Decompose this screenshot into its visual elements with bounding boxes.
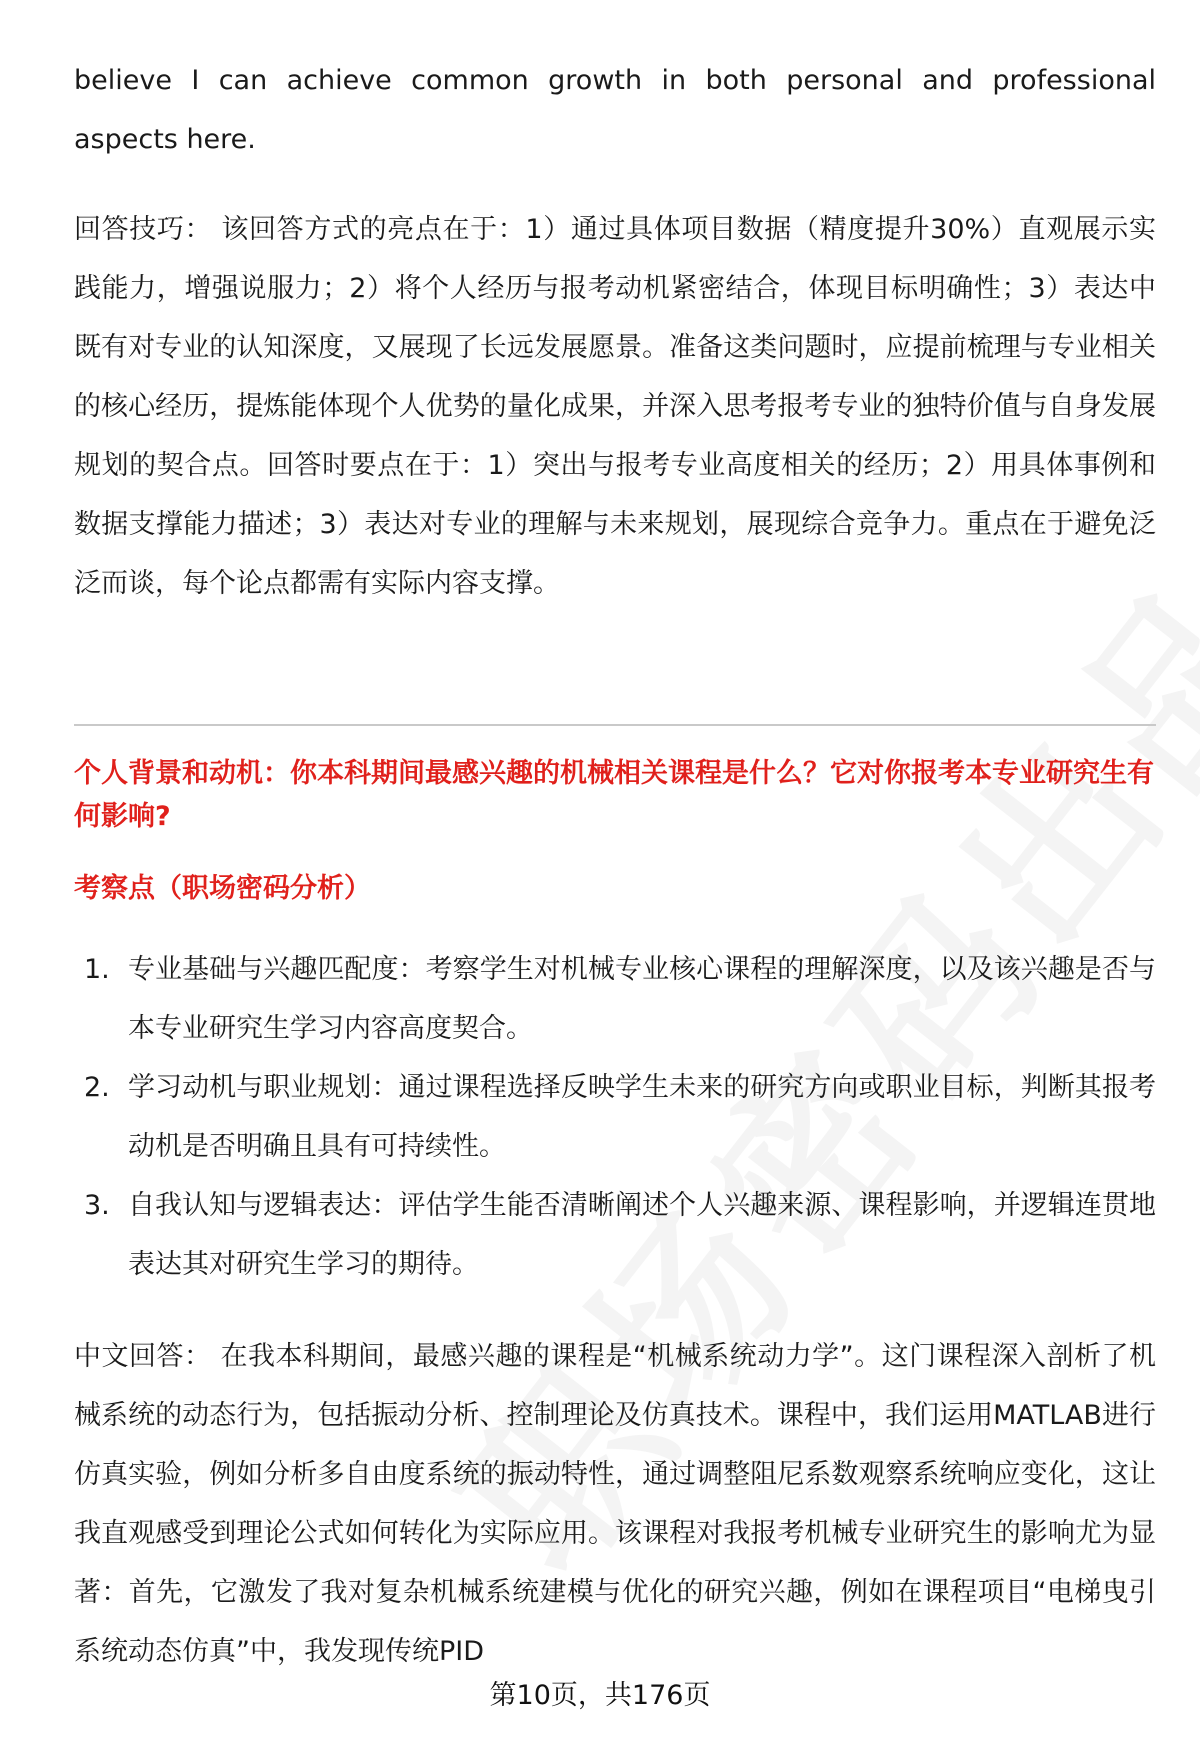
tips-label: 回答技巧： — [74, 214, 213, 245]
question-title: 个人背景和动机：你本科期间最感兴趣的机械相关课程是什么？它对你报考本专业研究生有何影响? — [74, 758, 1154, 832]
section-divider — [74, 724, 1156, 726]
tips-paragraph — [74, 200, 1156, 613]
list-item-number: 1. — [84, 954, 110, 985]
points-heading: 考察点（职场密码分析） — [74, 873, 371, 904]
answer-text: 在我本科期间，最感兴趣的课程是“机械系统动力学”。这门课程深入剖析了机械系统的动态行为，包括振动分析、控制理论及仿真技术。课程中，我们运用MATLAB进行仿真实验，例如分析多自由度系统的振动特性，通过调整阻尼系数观察系统响应变化，这让我直观感受到理论公式如何转化为实际应用。该课程对我报考机械专业研究生的影响尤为显著：首先，它激发了我对复杂机械系统建模与优化的研究兴趣，例如在课程项目“电梯曳引系统动态仿真”中，我发现传统PID — [74, 1341, 1157, 1667]
list-item-text: 自我认知与逻辑表达：评估学生能否清晰阐述个人兴趣来源、课程影响，并逻辑连贯地表达其对研究生学习的期待。 — [128, 1190, 1156, 1280]
list-item-text: 学习动机与职业规划：通过课程选择反映学生未来的研究方向或职业目标，判断其报考动机是否明确且具有可持续性。 — [128, 1072, 1156, 1162]
list-item — [74, 1176, 1156, 1294]
points-list — [74, 940, 1156, 1294]
list-item-number: 2. — [84, 1072, 110, 1103]
answer-paragraph — [74, 1327, 1156, 1681]
page-number-footer: 第10页，共176页 — [489, 1680, 711, 1711]
intro-paragraph: believe I can achieve common growth in both personal and professional aspects here. — [74, 65, 1156, 155]
list-item-number: 3. — [84, 1190, 110, 1221]
list-item-text: 专业基础与兴趣匹配度：考察学生对机械专业核心课程的理解深度，以及该兴趣是否与本专业研究生学习内容高度契合。 — [128, 954, 1156, 1044]
list-item — [74, 940, 1156, 1058]
list-item — [74, 1058, 1156, 1176]
answer-label: 中文回答： — [74, 1341, 212, 1372]
tips-text: 该回答方式的亮点在于：1）通过具体项目数据（精度提升30%）直观展示实践能力，增强说服力；2）将个人经历与报考动机紧密结合，体现目标明确性；3）表达中既有对专业的认知深度，又展现了长远发展愿景。准备这类问题时，应提前梳理与专业相关的核心经历，提炼能体现个人优势的量化成果，并深入思考报考专业的独特价值与自身发展规划的契合点。回答时要点在于：1）突出与报考专业高度相关的经历；2）用具体事例和数据支撑能力描述；3）表达对专业的理解与未来规划，展现综合竞争力。重点在于避免泛泛而谈，每个论点都需有实际内容支撑。 — [74, 214, 1156, 599]
